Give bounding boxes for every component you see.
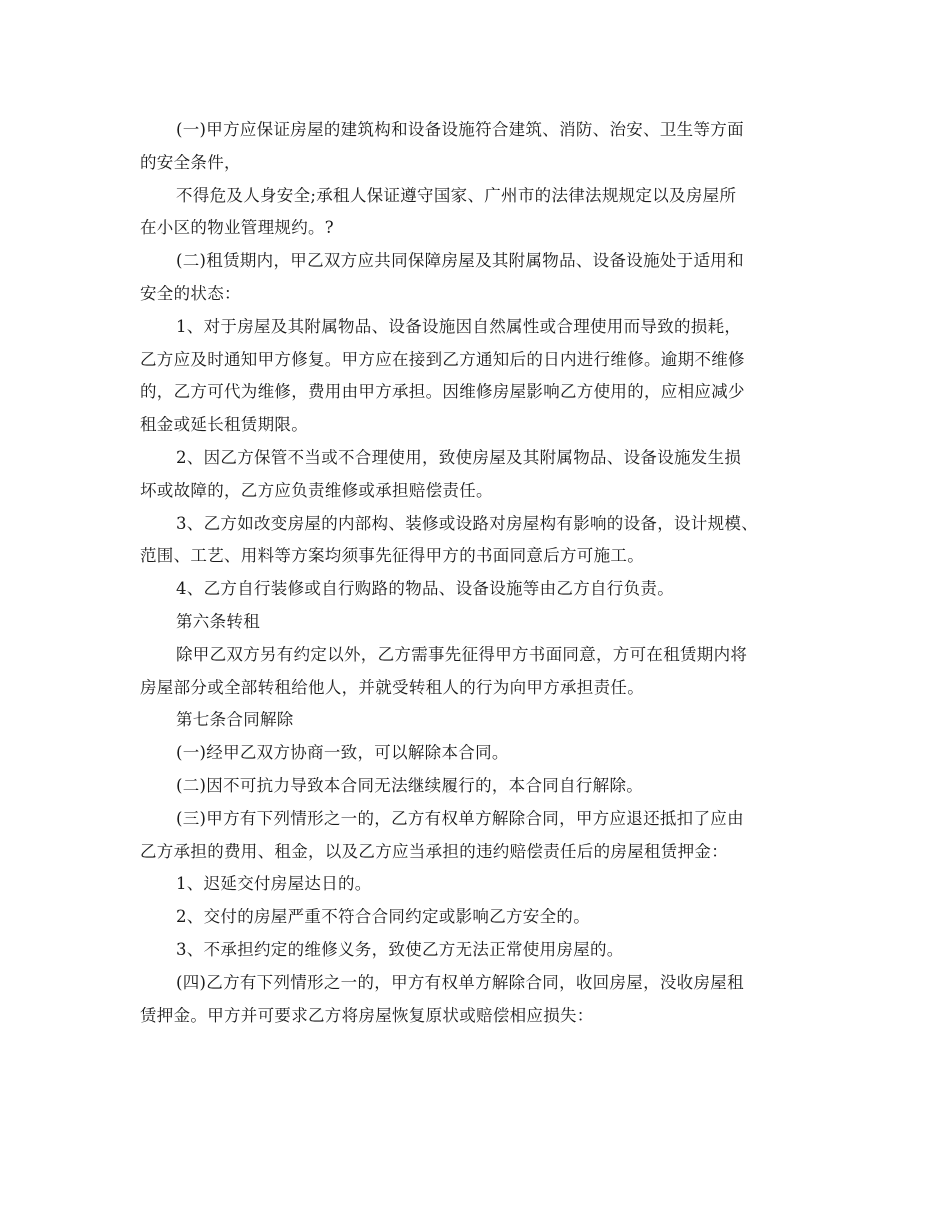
document-line: 房屋部分或全部转租给他人，并就受转租人的行为向甲方承担责任。 — [140, 677, 644, 697]
document-line: 的安全条件， — [140, 152, 241, 172]
document-line: 不得危及人身安全;承租人保证遵守国家、广州市的法律法规规定以及房屋所 — [176, 185, 737, 205]
document-line: 1、对于房屋及其附属物品、设备设施因自然属性或合理使用而导致的损耗， — [176, 316, 742, 336]
document-line: (三)甲方有下列情形之一的，乙方有权单方解除合同，甲方应退还抵扣了应由 — [176, 808, 744, 828]
document-line: 安全的状态： — [140, 283, 241, 303]
document-line: (二)因不可抗力导致本合同无法继续履行的，本合同自行解除。 — [176, 775, 644, 795]
document-line: 在小区的物业管理规约。? — [140, 218, 334, 238]
document-line: (四)乙方有下列情形之一的，甲方有权单方解除合同，收回房屋，没收房屋租 — [176, 972, 744, 992]
document-line: 第六条转租 — [176, 611, 260, 631]
document-line: 乙方承担的费用、租金，以及乙方应当承担的违约赔偿责任后的房屋租赁押金： — [140, 841, 728, 861]
document-line: 1、迟延交付房屋达日的。 — [176, 874, 372, 894]
document-line: 租金或延长租赁期限。 — [140, 415, 308, 435]
document-line: 坏或故障的，乙方应负责维修或承担赔偿责任。 — [140, 480, 493, 500]
document-line: 范围、工艺、用料等方案均须事先征得甲方的书面同意后方可施工。 — [140, 546, 644, 566]
document-line: (一)经甲乙双方协商一致，可以解除本合同。 — [176, 743, 509, 763]
document-line: (二)租赁期内，甲乙双方应共同保障房屋及其附属物品、设备设施处于适用和 — [176, 251, 744, 271]
document-line: 赁押金。甲方并可要求乙方将房屋恢复原状或赔偿相应损失： — [140, 1005, 594, 1025]
document-line: 2、交付的房屋严重不符合合同约定或影响乙方安全的。 — [176, 907, 590, 927]
document-line: 第七条合同解除 — [176, 710, 294, 730]
document-line: 4、乙方自行装修或自行购路的物品、设备设施等由乙方自行负责。 — [176, 579, 674, 599]
document-line: 的，乙方可代为维修，费用由甲方承担。因维修房屋影响乙方使用的，应相应减少 — [140, 382, 745, 402]
document-line: 乙方应及时通知甲方修复。甲方应在接到乙方通知后的日内进行维修。逾期不维修 — [140, 349, 745, 369]
document-line: 2、因乙方保管不当或不合理使用，致使房屋及其附属物品、设备设施发生损 — [176, 447, 742, 467]
document-body — [140, 114, 830, 1032]
document-line: (一)甲方应保证房屋的建筑构和设备设施符合建筑、消防、治安、卫生等方面 — [176, 120, 744, 139]
document-line: 3、不承担约定的维修义务，致使乙方无法正常使用房屋的。 — [176, 939, 624, 959]
document-line: 除甲乙双方另有约定以外，乙方需事先征得甲方书面同意，方可在租赁期内将 — [176, 644, 748, 664]
document-line: 3、乙方如改变房屋的内部构、装修或设路对房屋构有影响的设备，设计规模、 — [176, 513, 758, 533]
